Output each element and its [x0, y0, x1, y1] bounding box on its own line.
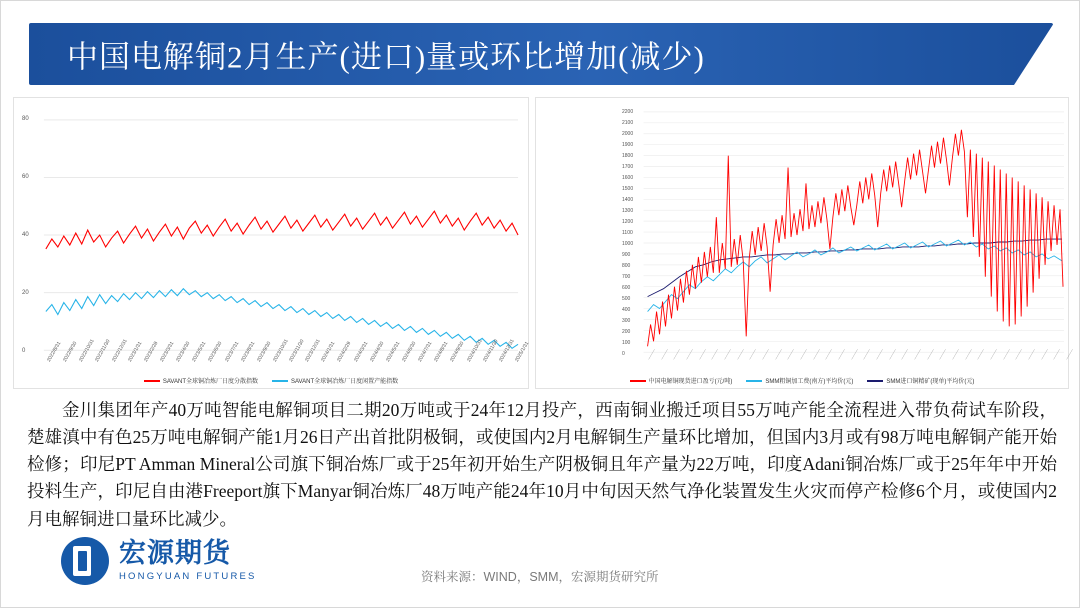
right-xtick-label: ——— — [950, 347, 961, 361]
right-xtick-label: ——— — [772, 347, 783, 361]
left-ytick-60: 60 — [22, 174, 29, 180]
left-xtick-label: 2022/12/31 — [110, 338, 129, 363]
left-xtick-label: 2024/1/31 — [320, 340, 337, 363]
chart-left-legend — [14, 376, 528, 385]
chart-left-panel — [13, 97, 529, 389]
right-ytick-label: 700 — [622, 274, 631, 280]
left-xtick-label: 2023/4/30 — [175, 340, 192, 363]
right-ytick-label: 1400 — [622, 197, 634, 203]
right-ytick-label: 1200 — [622, 219, 634, 225]
left-xtick-label: 2024/12/31 — [497, 338, 516, 363]
right-xtick-label: ——— — [962, 347, 973, 361]
right-xtick-label: ——— — [874, 347, 885, 361]
chart-right-legend — [536, 376, 1068, 385]
right-xtick-label: ——— — [658, 347, 669, 361]
right-xtick-label: ——— — [747, 347, 758, 361]
legend-item-idle — [272, 376, 398, 385]
left-xtick-label: 2023/5/31 — [191, 340, 208, 363]
legend-swatch-red-2 — [630, 380, 646, 382]
right-xtick-label: ——— — [798, 347, 809, 361]
legend-swatch-navy — [867, 380, 883, 382]
right-ytick-label: 900 — [622, 252, 631, 258]
legend-label-concentrate: SMM进口铜精矿(现单)平均价(元) — [886, 379, 975, 385]
right-xtick-label: ——— — [886, 347, 897, 361]
right-ytick-label: 500 — [622, 296, 631, 302]
legend-item-concentrate — [867, 376, 974, 385]
left-xtick-label: 2023/9/30 — [255, 340, 273, 363]
legend-item-tc — [746, 376, 853, 385]
left-xtick-label: 2022/9/30 — [62, 340, 79, 363]
left-xtick-label: 2023/10/31 — [271, 338, 290, 363]
right-ytick-label: 200 — [622, 329, 631, 335]
right-xtick-label: ——— — [937, 347, 948, 361]
left-xtick-label: 2022/8/31 — [46, 340, 63, 363]
left-ytick-80: 80 — [22, 116, 29, 122]
legend-item-dispersion — [144, 376, 258, 385]
left-xtick-label: 2023/3/31 — [158, 340, 176, 363]
chart-right-panel — [535, 97, 1075, 389]
left-xtick-label: 2024/2/29 — [336, 340, 353, 363]
right-xtick-label: ——— — [975, 347, 986, 361]
right-xtick-label: ——— — [1013, 347, 1024, 361]
logo-text-block — [119, 540, 257, 582]
right-ytick-label: 800 — [622, 263, 631, 269]
left-xtick-label: 2024/6/30 — [401, 340, 418, 363]
legend-item-import-pl — [630, 376, 733, 385]
right-ytick-label: 600 — [622, 285, 631, 291]
left-ytick-20: 20 — [22, 290, 29, 296]
left-xtick-label: 2023/7/31 — [223, 340, 240, 363]
right-ytick-label: 300 — [622, 318, 631, 324]
legend-label-idle: SAVANT全球铜冶炼厂日度闲置产能指数 — [291, 379, 399, 385]
left-xtick-label: 2023/2/28 — [142, 340, 160, 363]
right-ytick-label: 0 — [622, 351, 625, 357]
left-xtick-label: 2023/11/30 — [288, 338, 306, 363]
left-xtick-label: 2023/6/30 — [207, 340, 224, 363]
right-xtick-label: ——— — [671, 347, 682, 361]
right-ytick-label: 2200 — [622, 109, 634, 115]
left-xtick-label: 2024/7/31 — [417, 340, 434, 363]
left-xtick-label: 2023/8/31 — [239, 340, 256, 363]
legend-swatch-blue — [272, 380, 288, 382]
left-ytick-40: 40 — [22, 232, 29, 238]
right-ytick-label: 1100 — [622, 230, 633, 236]
source-note: 资料来源：WIND，SMM，宏源期货研究所 — [421, 570, 659, 584]
title-bar-notch — [1014, 23, 1054, 85]
left-xtick-label: 2024/9/30 — [449, 340, 466, 363]
right-ytick-label: 2100 — [622, 120, 634, 126]
left-xtick-label: 2022/11/30 — [94, 338, 112, 363]
right-xtick-label: ——— — [760, 347, 771, 361]
chart-right-plot — [536, 98, 1068, 388]
right-xtick-label: ——— — [861, 347, 872, 361]
right-xtick-label: ——— — [836, 347, 847, 361]
right-ytick-label: 1700 — [622, 164, 634, 170]
right-xtick-label: ——— — [1064, 347, 1075, 361]
right-ytick-label: 400 — [622, 307, 631, 313]
right-xtick-label: ——— — [1026, 347, 1037, 361]
right-ytick-label: 1800 — [622, 153, 634, 159]
legend-swatch-red — [144, 380, 160, 382]
logo-mark-icon — [61, 537, 109, 585]
legend-label-tc: SMM粗铜加工费(南方)平均价(元) — [765, 379, 854, 385]
left-xtick-label: 2023/1/31 — [126, 340, 144, 363]
right-xtick-label: ——— — [912, 347, 923, 361]
right-xtick-label: ——— — [1000, 347, 1011, 361]
logo-name-cn: 宏源期货 — [119, 538, 231, 569]
right-xtick-label: ——— — [899, 347, 910, 361]
right-xtick-label: ——— — [988, 347, 999, 361]
right-xtick-label: ——— — [646, 347, 657, 361]
right-xtick-label: ——— — [696, 347, 707, 361]
left-xtick-label: 2024/3/31 — [352, 340, 369, 363]
right-ytick-label: 1000 — [622, 241, 634, 247]
right-ytick-label: 100 — [622, 340, 631, 346]
right-xtick-label: ——— — [1038, 347, 1049, 361]
right-ytick-label: 2000 — [622, 131, 634, 137]
left-xtick-label: 2022/10/31 — [78, 338, 96, 363]
left-xtick-label: 2024/10/31 — [465, 338, 484, 363]
legend-swatch-blue-2 — [746, 380, 762, 382]
left-xtick-label: 2024/4/30 — [368, 340, 386, 363]
right-ytick-label: 1300 — [622, 208, 634, 214]
right-xtick-label: ——— — [684, 347, 695, 361]
right-xtick-label: ——— — [810, 347, 821, 361]
right-xtick-label: ——— — [1051, 347, 1062, 361]
left-xtick-label: 2024/11/30 — [481, 338, 500, 363]
right-xtick-label: ——— — [848, 347, 859, 361]
left-xtick-label: 2024/5/31 — [384, 340, 402, 363]
right-ytick-label: 1600 — [622, 175, 634, 181]
page-title: 中国电解铜2月生产(进口)量或环比增加(减少) — [67, 39, 705, 75]
right-xtick-label: ——— — [722, 347, 733, 361]
title-bar — [29, 23, 1053, 85]
body-paragraph: 金川集团年产40万吨智能电解铜项目二期20万吨或于24年12月投产，西南铜业搬迁项目55万吨产能全流程进入带负荷试车阶段，楚雄滇中有色25万吨电解铜产能1月26日产出首批阴极铜，或使国内2月电解铜生产量环比增加，但国内3月或有98万吨电解铜产能开始检修；印尼PT Amman Mineral公司旗下铜冶炼厂或于25年初开始生产阴极铜且年产量为22万吨，印度Adani铜冶炼厂或于25年年中开始投料生产，印尼自由港Freeport旗下Manyar铜冶炼厂48万吨产能24年10月中旬因天然气净化装置发生火灾而停产检修6个月，或使国内2月电解铜进口量环比减少。 — [27, 400, 1057, 529]
left-xtick-label: 2025/1/31 — [514, 340, 531, 363]
right-xtick-label: ——— — [785, 347, 796, 361]
legend-label-dispersion: SAVANT全球铜冶炼厂日度分散指数 — [162, 379, 258, 385]
right-xtick-label: ——— — [709, 347, 720, 361]
logo-name-en: HONGYUAN FUTURES — [119, 571, 257, 583]
right-ytick-label: 1500 — [622, 186, 634, 192]
right-ytick-label: 1900 — [622, 142, 634, 148]
left-xtick-label: 2024/8/31 — [433, 340, 450, 363]
legend-label-import-pl: 中国电解铜现货进口盈亏(元/吨) — [648, 379, 733, 385]
right-xtick-label: ——— — [924, 347, 935, 361]
left-xtick-label: 2023/12/31 — [304, 338, 322, 363]
right-xtick-label: ——— — [823, 347, 834, 361]
right-xtick-label: ——— — [734, 347, 745, 361]
left-ytick-0: 0 — [22, 348, 26, 354]
company-logo — [61, 537, 257, 585]
